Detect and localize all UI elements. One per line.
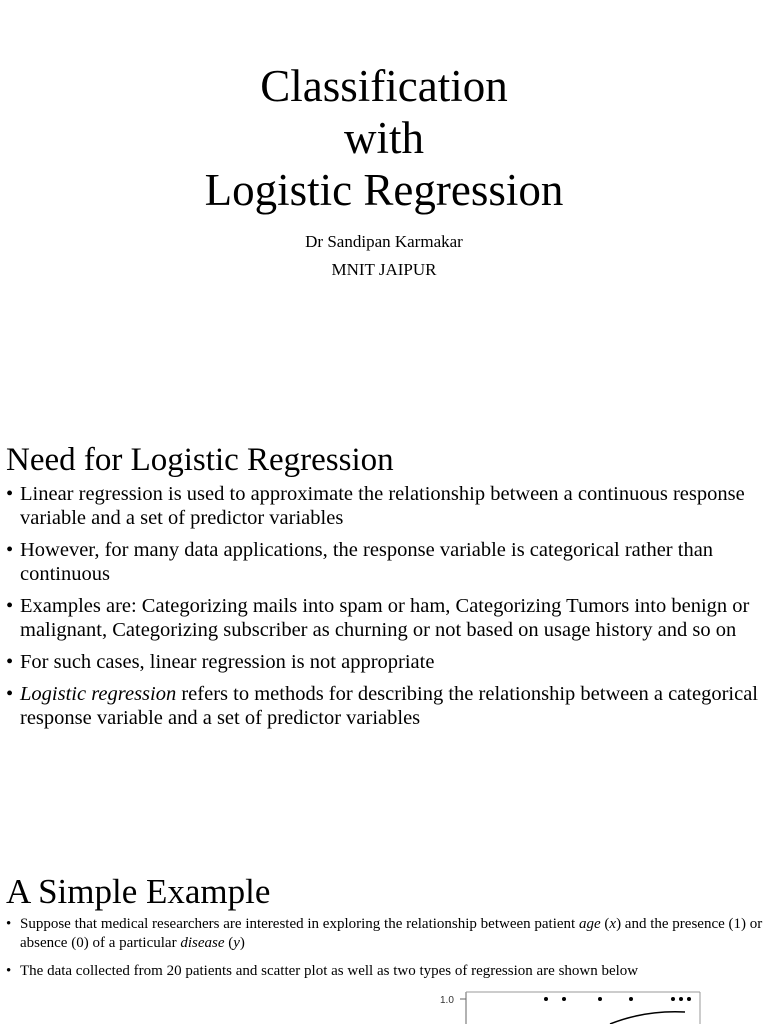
slide2-heading: Need for Logistic Regression	[6, 442, 394, 478]
slide3-bullet-list	[6, 915, 764, 981]
data-point	[544, 997, 548, 1001]
bullet-dot: •	[6, 683, 14, 705]
data-point	[687, 997, 691, 1001]
author-block	[0, 228, 768, 284]
italic-x: x	[609, 916, 617, 932]
data-point	[598, 997, 602, 1001]
title-slide	[0, 60, 768, 284]
scatter-plot-fragment	[430, 990, 710, 1024]
bullet-dot: •	[6, 539, 14, 561]
list-item	[6, 594, 764, 642]
bullet-text: Linear regression is used to approximate the relationship between a continuous response variable and a set of predictor variables	[20, 483, 745, 529]
bullet-text: Examples are: Categorizing mails into spam or ham, Categorizing Tumors into benign or malignant, Categorizing subscriber as churning or not based on usage history and so on	[20, 595, 750, 641]
bullet-dot: •	[6, 916, 12, 932]
bullet-text: For such cases, linear regression is not appropriate	[20, 651, 435, 673]
italic-y: y	[233, 935, 240, 951]
italic-age: age	[578, 916, 601, 932]
title-line-1: Classification	[260, 61, 508, 111]
scatter-plot-svg	[430, 990, 710, 1024]
list-item	[6, 962, 764, 981]
data-point	[671, 997, 675, 1001]
data-point	[679, 997, 683, 1001]
list-item	[6, 915, 764, 953]
text-run: (	[224, 935, 234, 951]
bullet-dot: •	[6, 483, 14, 505]
bullet-text: refers to methods for describing the relationship between a categorical response variable and a set of predictor variables	[20, 683, 758, 729]
text-run: ) and the presence (1) or absence (0) of a particular	[20, 916, 763, 951]
list-item	[6, 650, 764, 674]
list-item	[6, 538, 764, 586]
bullet-dot: •	[6, 595, 14, 617]
bullet-dot: •	[6, 963, 12, 979]
slide3-heading: A Simple Example	[6, 872, 271, 911]
author-institution: MNIT JAIPUR	[331, 260, 437, 279]
italic-disease: disease	[180, 935, 225, 951]
slide2-bullet-list	[6, 482, 764, 730]
bullet-italic-term: Logistic regression	[20, 683, 177, 705]
slide-need-for-logistic-regression	[6, 438, 764, 738]
logistic-curve	[610, 1012, 685, 1024]
data-point	[629, 997, 633, 1001]
title-line-3: Logistic Regression	[204, 165, 564, 215]
text-run: Suppose that medical researchers are interested in exploring the relationship between patient	[20, 916, 579, 932]
list-item	[6, 682, 764, 730]
list-item	[6, 482, 764, 530]
bullet-text: However, for many data applications, the response variable is categorical rather than continuous	[20, 539, 714, 585]
title-line-2: with	[343, 113, 424, 163]
author-name: Dr Sandipan Karmakar	[305, 232, 463, 251]
text-run: (	[600, 916, 610, 932]
y-tick-label: 1.0	[440, 995, 454, 1006]
text-run: )	[239, 935, 245, 951]
data-point	[562, 997, 566, 1001]
bullet-text: The data collected from 20 patients and scatter plot as well as two types of regression are shown below	[20, 963, 639, 979]
bullet-dot: •	[6, 651, 14, 673]
bullet-text	[20, 916, 762, 951]
slide-simple-example	[6, 869, 764, 990]
